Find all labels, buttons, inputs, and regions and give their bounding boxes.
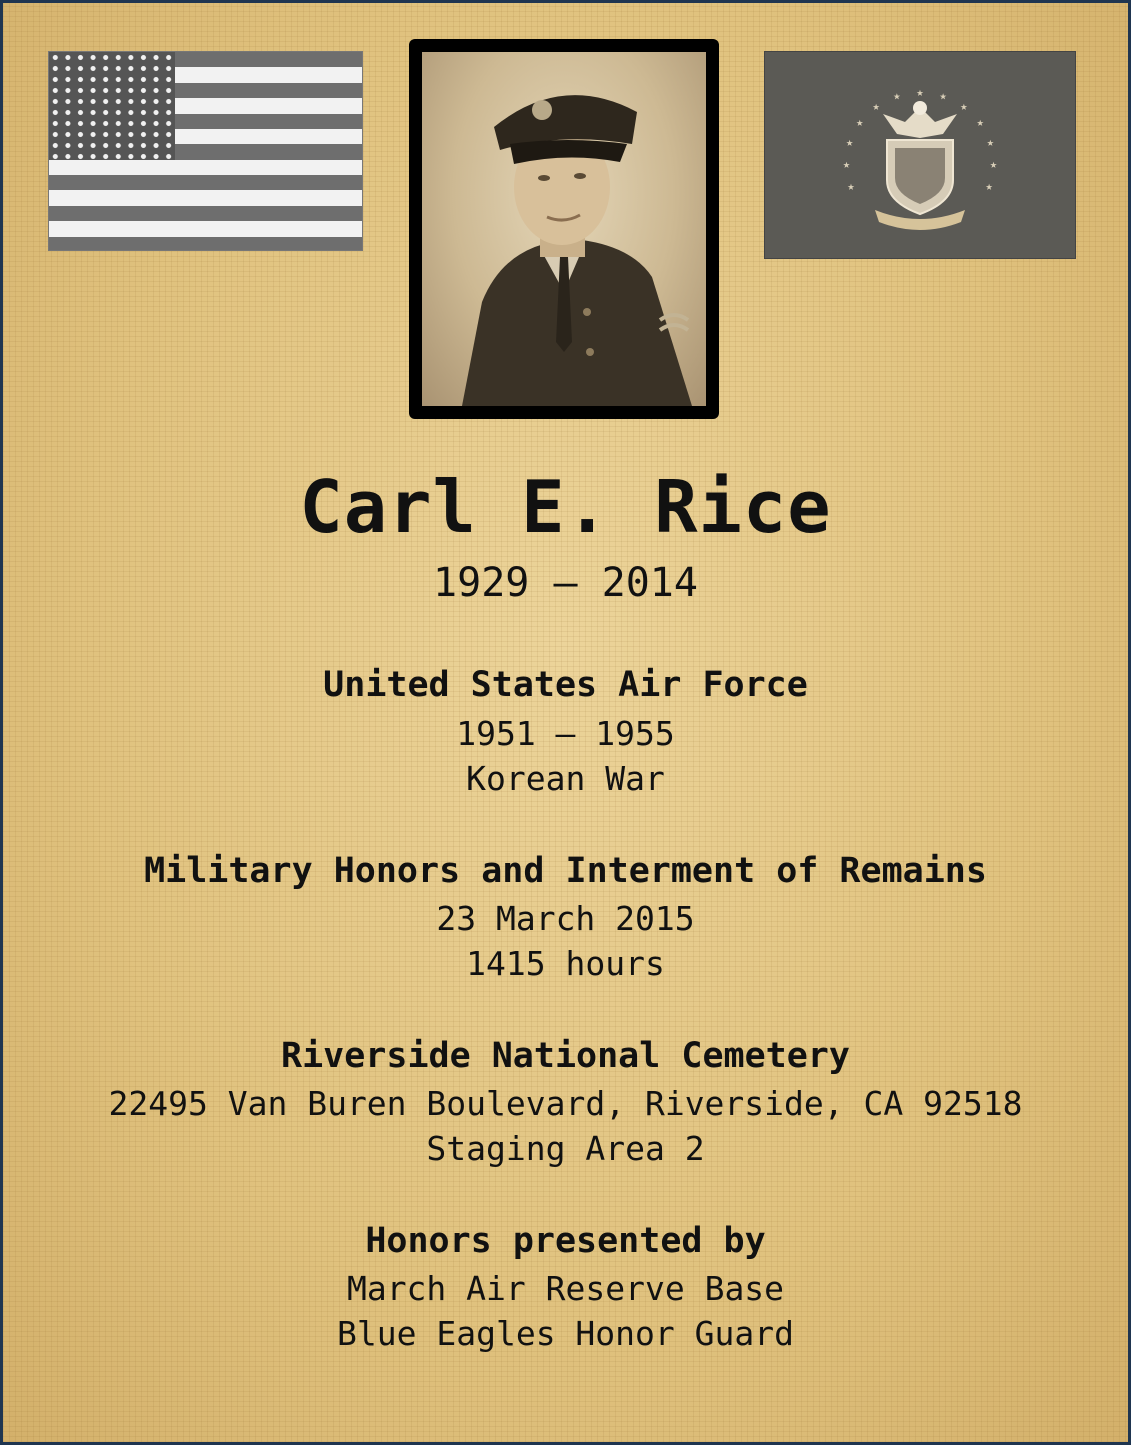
portrait-photo bbox=[422, 52, 706, 406]
ceremony-time: 1415 hours bbox=[466, 944, 665, 983]
star-icon: ★ bbox=[842, 157, 851, 172]
star-icon: ★ bbox=[939, 88, 947, 103]
location-address: 22495 Van Buren Boulevard, Riverside, CA 92518 bbox=[108, 1084, 1023, 1123]
star-icon: ★ bbox=[847, 178, 855, 193]
ceremony-date: 23 March 2015 bbox=[436, 899, 695, 938]
service-heading: United States Air Force bbox=[323, 665, 808, 705]
ceremony-heading: Military Honors and Interment of Remains bbox=[144, 851, 987, 891]
star-icon: ★ bbox=[856, 114, 864, 129]
air-force-flag-icon bbox=[764, 51, 1076, 259]
star-icon: ★ bbox=[985, 178, 993, 193]
deceased-name: Carl E. Rice bbox=[299, 465, 832, 549]
star-icon: ★ bbox=[986, 134, 995, 149]
honors-line-1: March Air Reserve Base bbox=[346, 1269, 785, 1308]
star-icon: ★ bbox=[872, 98, 880, 113]
flag-stripe bbox=[49, 190, 362, 206]
flag-stripe bbox=[49, 237, 362, 251]
honors-line-2: Blue Eagles Honor Guard bbox=[337, 1314, 794, 1353]
flag-canton bbox=[49, 52, 175, 160]
service-conflict: Korean War bbox=[466, 759, 665, 798]
star-icon: ★ bbox=[960, 98, 968, 113]
service-years: 1951 – 1955 bbox=[456, 714, 675, 753]
star-icon: ★ bbox=[916, 85, 924, 99]
flag-stripe bbox=[49, 175, 362, 191]
portrait-frame bbox=[409, 39, 719, 419]
location-area: Staging Area 2 bbox=[426, 1129, 705, 1168]
honors-heading: Honors presented by bbox=[365, 1221, 766, 1261]
star-icon: ★ bbox=[845, 134, 854, 149]
star-icon: ★ bbox=[893, 88, 901, 103]
us-flag-icon bbox=[48, 51, 363, 251]
star-icon: ★ bbox=[989, 157, 998, 172]
flag-stripe bbox=[49, 206, 362, 222]
flag-stripe bbox=[49, 221, 362, 237]
location-heading: Riverside National Cemetery bbox=[281, 1036, 850, 1076]
star-icon: ★ bbox=[976, 114, 984, 129]
life-dates: 1929 – 2014 bbox=[433, 560, 698, 606]
flag-stripe bbox=[49, 160, 362, 176]
